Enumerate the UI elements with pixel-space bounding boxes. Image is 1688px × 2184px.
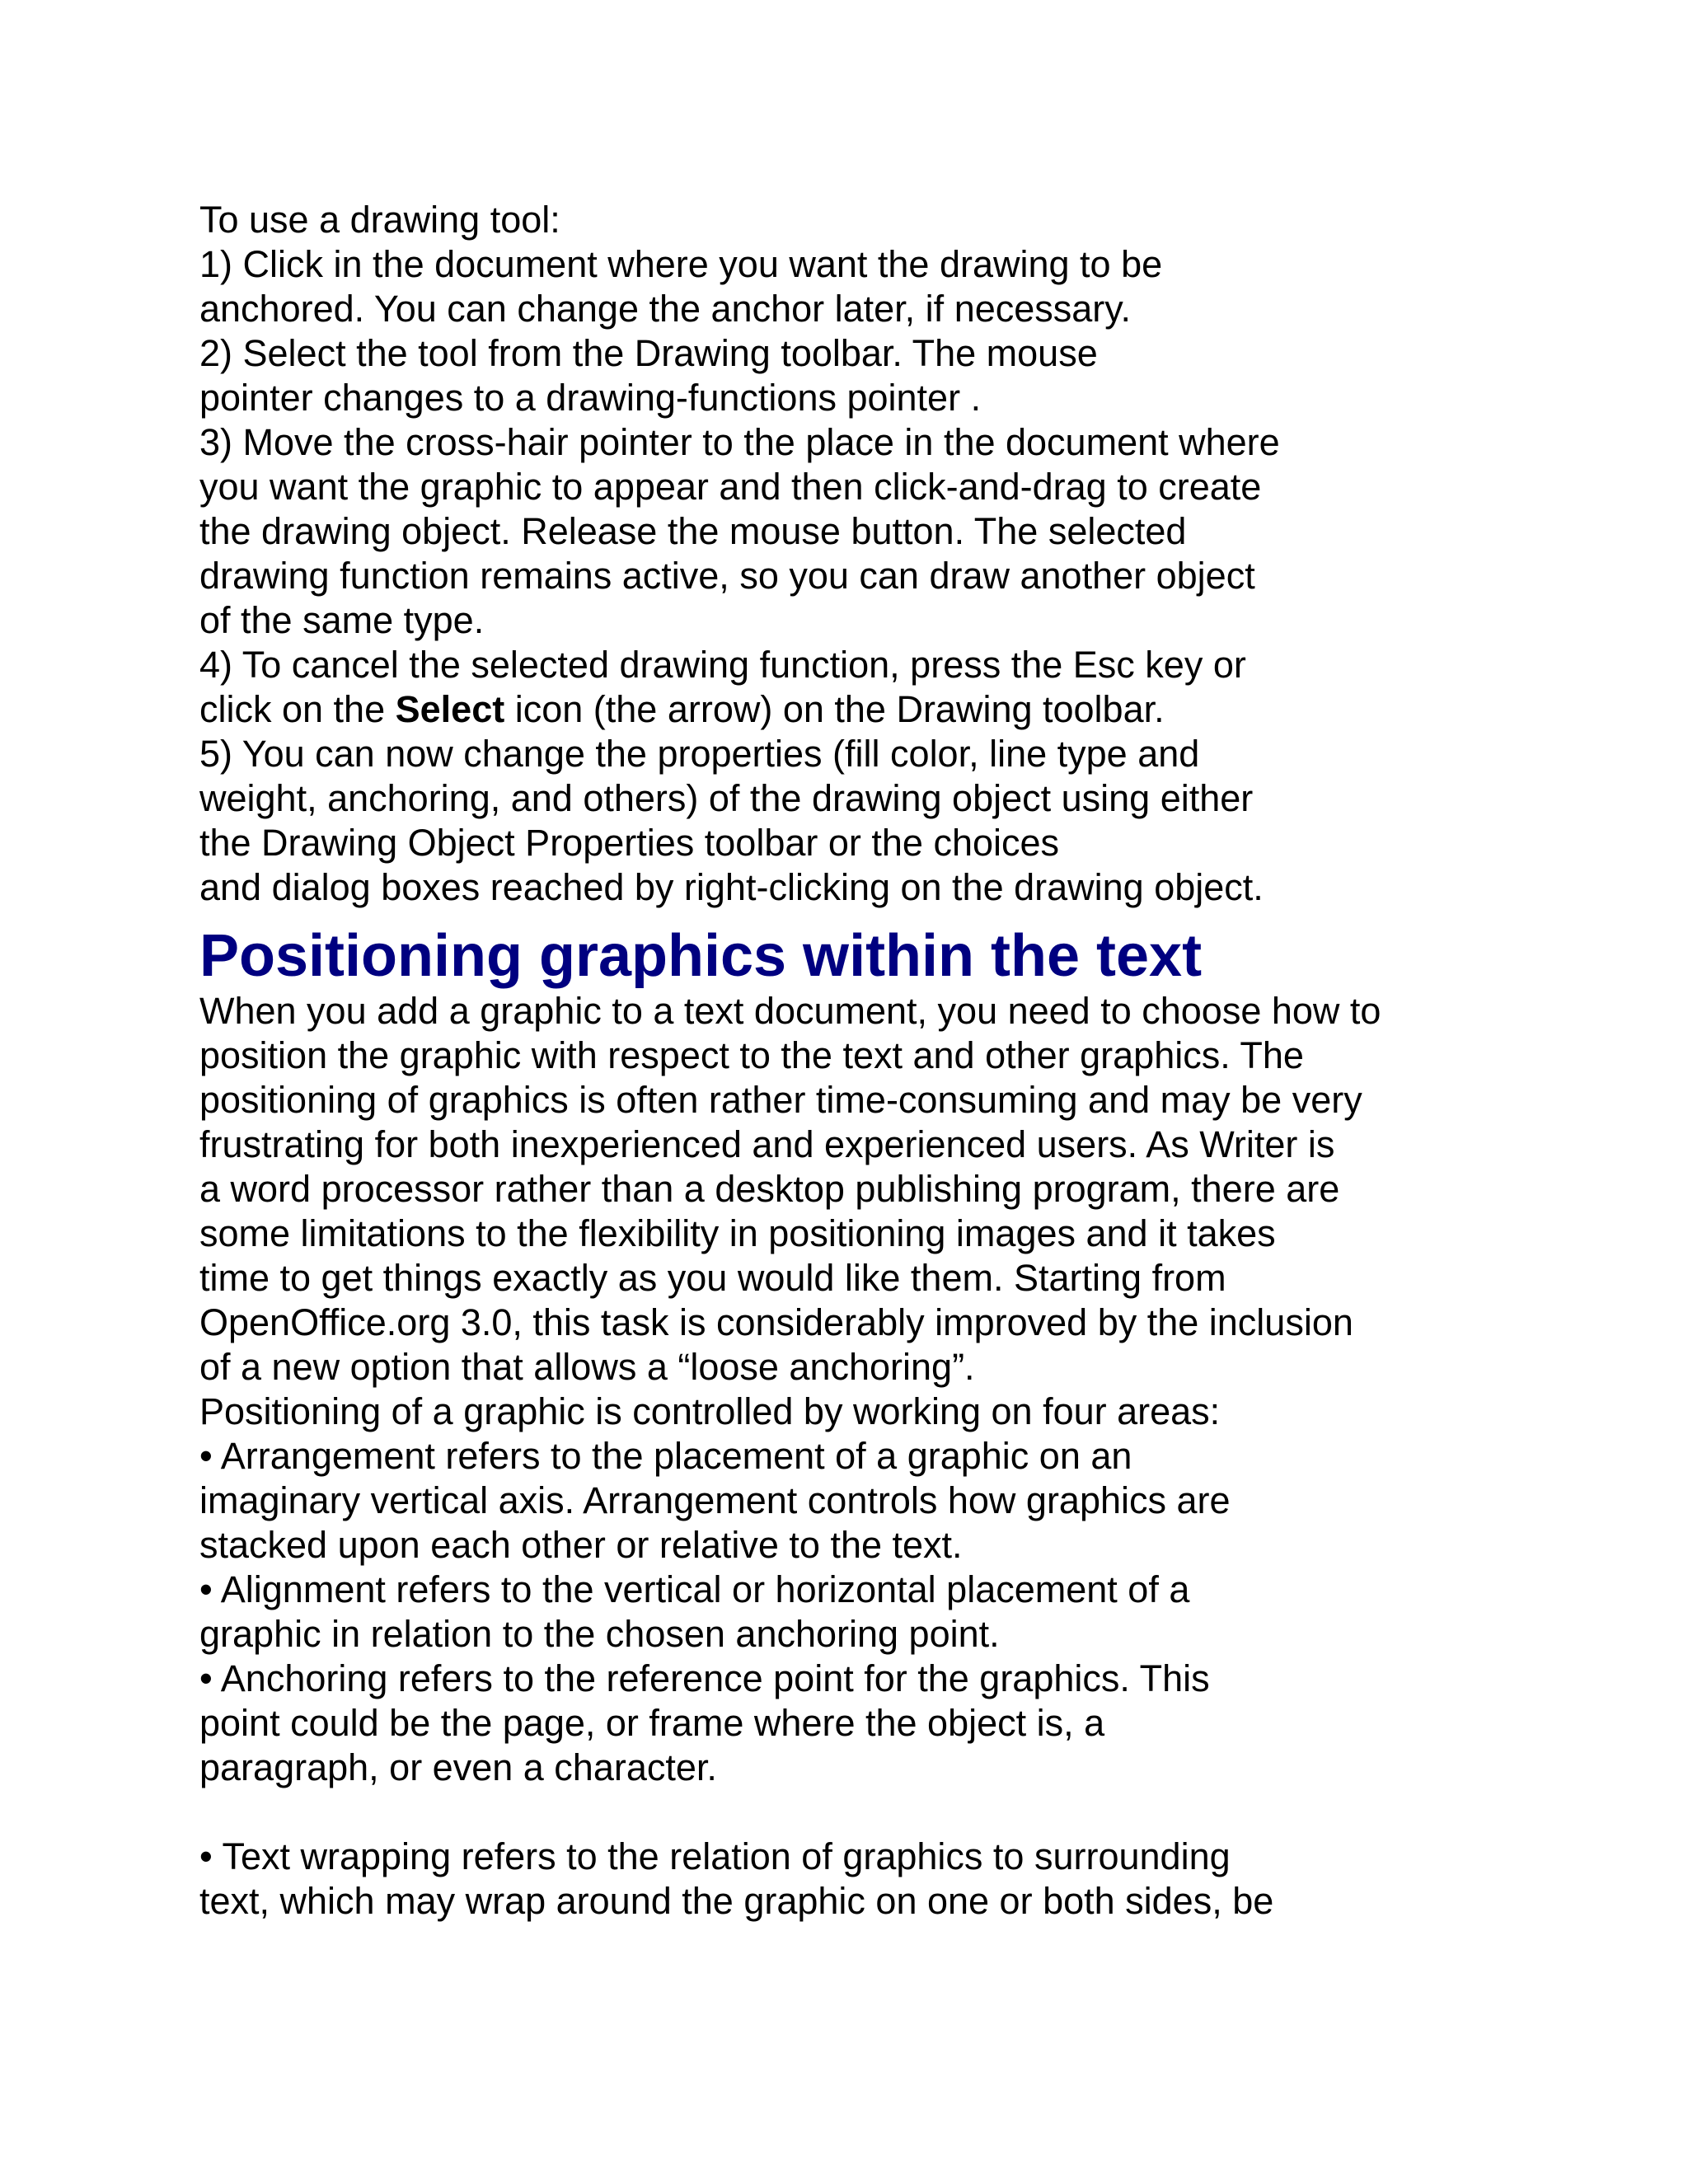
step-2-line: pointer changes to a drawing-functions pointer . — [199, 377, 982, 419]
step-5 — [199, 732, 1650, 910]
bullet-line: • Arrangement refers to the placement of a graphic on an — [199, 1435, 1132, 1477]
step-1-line: anchored. You can change the anchor later, if necessary. — [199, 288, 1131, 330]
step-3-line: drawing function remains active, so you can draw another object — [199, 555, 1255, 597]
step-1-line: 1) Click in the document where you want the drawing to be — [199, 243, 1163, 285]
section-paragraph — [199, 989, 1650, 1390]
document-page — [199, 198, 1650, 1924]
step-3-line: of the same type. — [199, 599, 485, 641]
bullet-line: paragraph, or even a character. — [199, 1746, 717, 1788]
paragraph-line: frustrating for both inexperienced and experienced users. As Writer is — [199, 1123, 1335, 1165]
step-5-line: and dialog boxes reached by right-clicking on the drawing object. — [199, 866, 1264, 908]
paragraph-line: of a new option that allows a “loose anchoring”. — [199, 1346, 975, 1388]
step-5-line: the Drawing Object Properties toolbar or the choices — [199, 822, 1060, 864]
bullet-line: graphic in relation to the chosen anchoring point. — [199, 1613, 1000, 1655]
section-heading: Positioning graphics within the text — [199, 923, 1203, 989]
bullet-arrangement — [199, 1434, 1650, 1568]
bullet-line: imaginary vertical axis. Arrangement controls how graphics are — [199, 1479, 1231, 1521]
paragraph-line: When you add a graphic to a text document, you need to choose how to — [199, 990, 1381, 1032]
bullet-line: • Alignment refers to the vertical or horizontal placement of a — [199, 1568, 1190, 1610]
step-3-line: 3) Move the cross-hair pointer to the place in the document where — [199, 421, 1280, 463]
bullet-line: • Text wrapping refers to the relation of graphics to surrounding — [199, 1835, 1231, 1877]
step-5-line: 5) You can now change the properties (fill color, line type and — [199, 733, 1200, 775]
bullet-line: point could be the page, or frame where the object is, a — [199, 1702, 1105, 1744]
paragraph-line: position the graphic with respect to the text and other graphics. The — [199, 1034, 1304, 1076]
step-3-line: you want the graphic to appear and then click-and-drag to create — [199, 466, 1262, 508]
drawing-intro: To use a drawing tool: — [199, 199, 560, 241]
paragraph-line: time to get things exactly as you would like them. Starting from — [199, 1257, 1226, 1299]
step-3 — [199, 420, 1650, 643]
step-4-line — [199, 687, 1650, 732]
step-4-text-before: click on the — [199, 688, 396, 730]
bullet-alignment — [199, 1568, 1650, 1657]
step-3-line: the drawing object. Release the mouse button. The selected — [199, 510, 1187, 552]
bullet-line: • Anchoring refers to the reference point for the graphics. This — [199, 1657, 1210, 1699]
bullet-line: text, which may wrap around the graphic on one or both sides, be — [199, 1880, 1274, 1922]
step-1 — [199, 242, 1650, 331]
select-term: Select — [395, 688, 505, 730]
step-5-line: weight, anchoring, and others) of the drawing object using either — [199, 777, 1254, 819]
paragraph-line: some limitations to the flexibility in positioning images and it takes — [199, 1212, 1276, 1254]
paragraph-line: OpenOffice.org 3.0, this task is considerably improved by the inclusion — [199, 1301, 1353, 1343]
paragraph-line: a word processor rather than a desktop publishing program, there are — [199, 1168, 1340, 1210]
paragraph-spacer — [199, 1790, 1650, 1835]
step-4 — [199, 643, 1650, 732]
areas-intro: Positioning of a graphic is controlled by working on four areas: — [199, 1390, 1221, 1432]
bullet-anchoring — [199, 1657, 1650, 1790]
step-4-line: 4) To cancel the selected drawing function, press the Esc key or — [199, 644, 1246, 686]
step-4-text-after: icon (the arrow) on the Drawing toolbar. — [504, 688, 1165, 730]
paragraph-line: positioning of graphics is often rather time-consuming and may be very — [199, 1079, 1362, 1121]
step-2-line: 2) Select the tool from the Drawing toolbar. The mouse — [199, 332, 1098, 374]
bullet-line: stacked upon each other or relative to the text. — [199, 1524, 963, 1566]
step-2 — [199, 331, 1650, 420]
section-heading-wrapper — [199, 910, 1650, 989]
bullet-wrapping — [199, 1835, 1650, 1924]
